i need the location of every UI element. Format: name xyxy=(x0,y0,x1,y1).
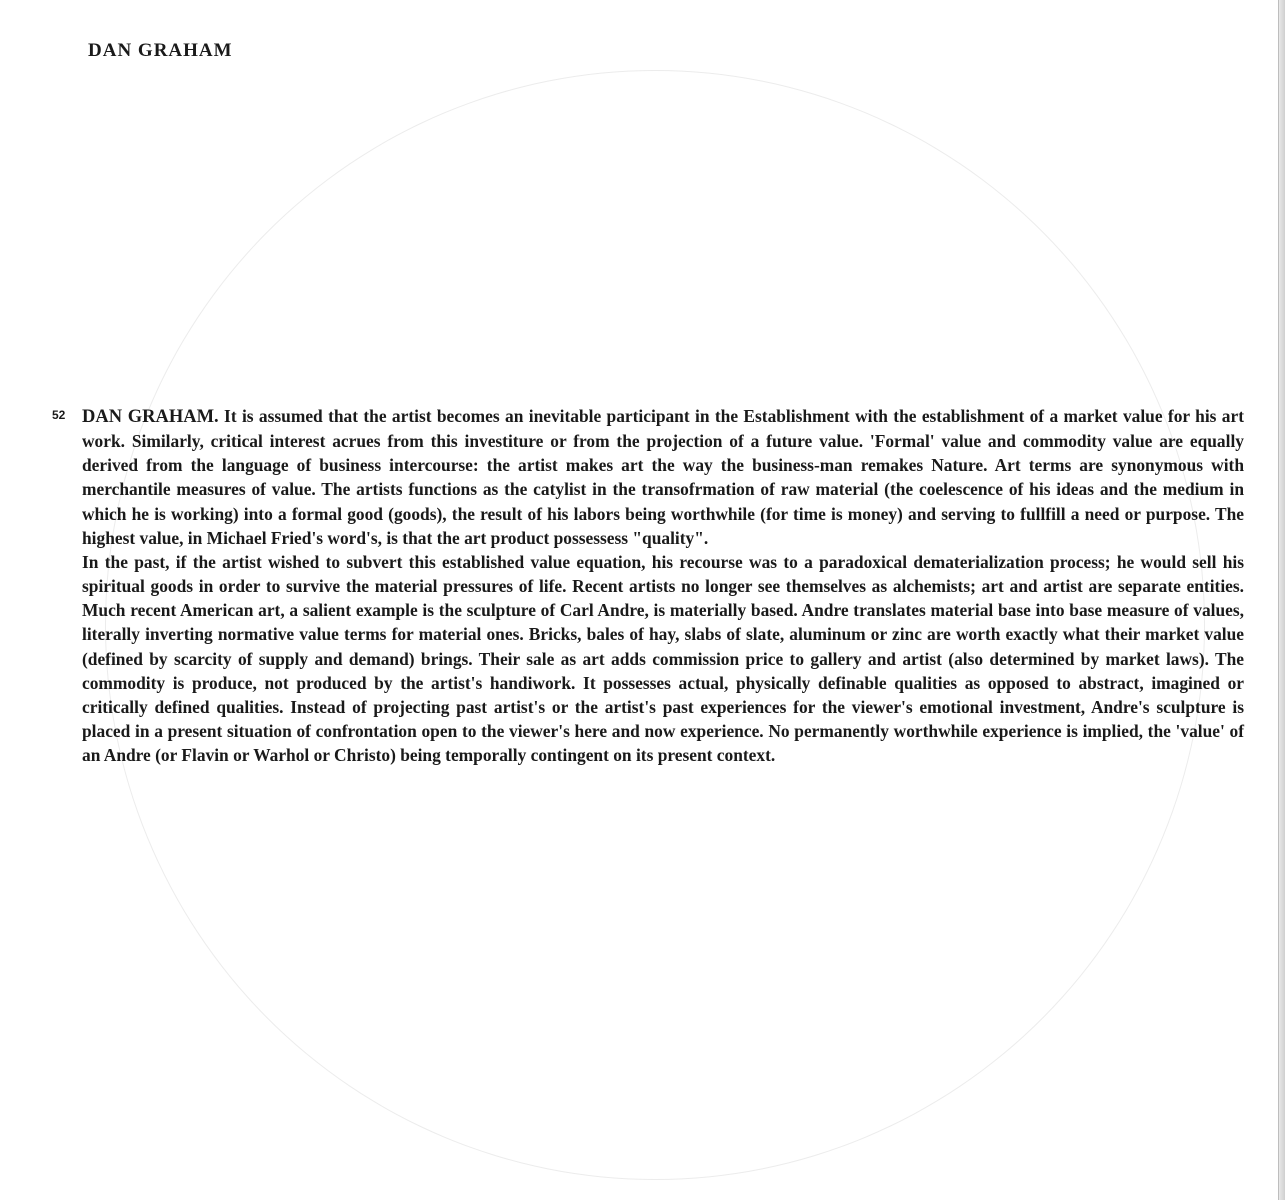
catalog-entry xyxy=(38,404,1248,767)
entry-paragraph-1-text: It is assumed that the artist becomes an inevitable participant in the Establishment with the establishment of a market value for his art work. Similarly, critical interest acrues from this investiture or from the projection of a future value. 'Formal' value and commodity value are equally derived from the language of business intercourse: the artist makes art the way the business-man remakes Nature. Art terms are synonymous with merchantile measures of value. The artists functions as the catylist in the transofrmation of raw material (the coelescence of his ideas and the medium in which he is working) into a formal good (goods), the result of his labors being worthwhile (for time is money) and serving to fullfill a need or purpose. The highest value, in Michael Fried's word's, is that the art product possessess "quality". xyxy=(82,406,1245,548)
page-header-title: DAN GRAHAM xyxy=(88,40,233,61)
entry-paragraph-1 xyxy=(82,404,1244,550)
entry-paragraph-2: In the past, if the artist wished to subvert this established value equation, his recourse was to a paradoxical dematerialization process; he would sell his spiritual goods in order to survive the material pressures of life. Recent artists no longer see themselves as alchemists; art and artist are separate entities. Much recent American art, a salient example is the sculpture of Carl Andre, is materially based. Andre translates material base into base measure of values, literally inverting normative value terms for material ones. Bricks, bales of hay, slabs of slate, aluminum or zinc are worth exactly what their market value (defined by scarcity of supply and demand) brings. Their sale as art adds commission price to gallery and artist (also determined by market laws). The commodity is produce, not produced by the artist's handiwork. It possesses actual, physically definable qualities as opposed to abstract, imagined or critically defined qualities. Instead of projecting past artist's or the artist's past experiences for the viewer's emotional investment, Andre's sculpture is placed in a present situation of confrontation open to the viewer's here and now experience. No permanently worthwhile experience is implied, the 'value' of an Andre (or Flavin or Warhol or Christo) being temporally contingent on its present context. xyxy=(82,551,1244,766)
page-edge xyxy=(1279,0,1285,1200)
entry-number: 52 xyxy=(52,408,66,422)
entry-body xyxy=(82,404,1244,767)
entry-artist-name: DAN GRAHAM. xyxy=(82,407,219,427)
